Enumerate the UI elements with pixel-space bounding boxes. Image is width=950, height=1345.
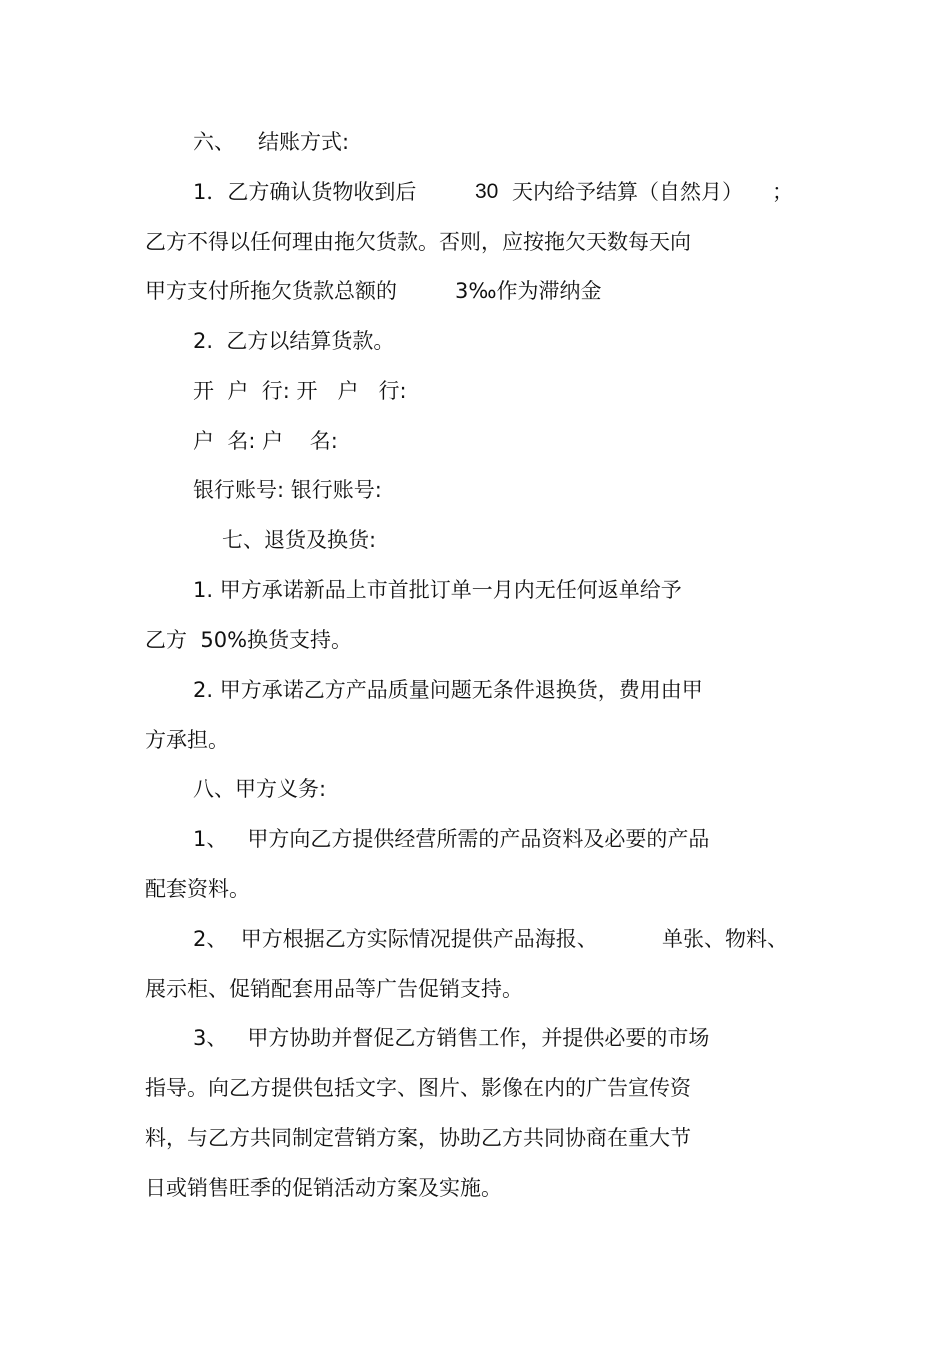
section-7-heading: 七、退货及换货: bbox=[222, 528, 377, 552]
s8-item2-line2: 展示柜、促销配套用品等广告促销支持。 bbox=[145, 977, 523, 1001]
s8-item3-line4: 日或销售旺季的促销活动方案及实施。 bbox=[145, 1176, 502, 1200]
section-8-heading: 八、甲方义务: bbox=[193, 777, 327, 801]
s7-item1-line1: 1. 甲方承诺新品上市首批订单一月内无任何返单给予 bbox=[193, 578, 682, 602]
s7-item1-line2: 乙方 50%换货支持。 bbox=[145, 628, 353, 652]
s8-item3-line3: 料，与乙方共同制定营销方案，协助乙方共同协商在重大节 bbox=[145, 1126, 691, 1150]
s8-item2-line1-end: 单张、物料、 bbox=[662, 927, 788, 951]
s6-item1-line3-start: 甲方支付所拖欠货款总额的 bbox=[145, 279, 397, 303]
s6-item1-line1-end: 天内给予结算（自然月） bbox=[512, 180, 743, 204]
section-6-heading: 结账方式: bbox=[258, 130, 350, 154]
bank-row-account-number: 银行账号: 银行账号: bbox=[193, 478, 382, 502]
s7-item2-line2: 方承担。 bbox=[145, 728, 229, 752]
s8-item1-line2: 配套资料。 bbox=[145, 877, 250, 901]
bank-row-account-name: 户 名: 户 名: bbox=[193, 429, 338, 453]
s8-item1-line1: 1、 甲方向乙方提供经营所需的产品资料及必要的产品 bbox=[193, 827, 710, 851]
s6-item1-days-number: 30 bbox=[475, 180, 499, 203]
s8-item3-line2: 指导。向乙方提供包括文字、图片、影像在内的广告宣传资 bbox=[145, 1076, 691, 1100]
section-6-number: 六、 bbox=[193, 130, 235, 154]
s7-item2-line1: 2. 甲方承诺乙方产品质量问题无条件退换货，费用由甲 bbox=[193, 678, 703, 702]
s6-item1-line2: 乙方不得以任何理由拖欠货款。否则，应按拖欠天数每天向 bbox=[145, 230, 691, 254]
s8-item3-line1: 3、 甲方协助并督促乙方销售工作，并提供必要的市场 bbox=[193, 1026, 710, 1050]
s8-item2-line1-start: 2、 甲方根据乙方实际情况提供产品海报、 bbox=[193, 927, 598, 951]
s6-item2: 2. 乙方以结算货款。 bbox=[193, 329, 395, 353]
s6-item1-line3-end: 3‰作为滞纳金 bbox=[455, 279, 602, 303]
s6-item1-semicolon: ； bbox=[772, 180, 793, 204]
s6-item1-line1-start: 1．乙方确认货物收到后 bbox=[193, 180, 417, 204]
bank-row-account-bank: 开 户 行: 开 户 行: bbox=[193, 379, 407, 403]
